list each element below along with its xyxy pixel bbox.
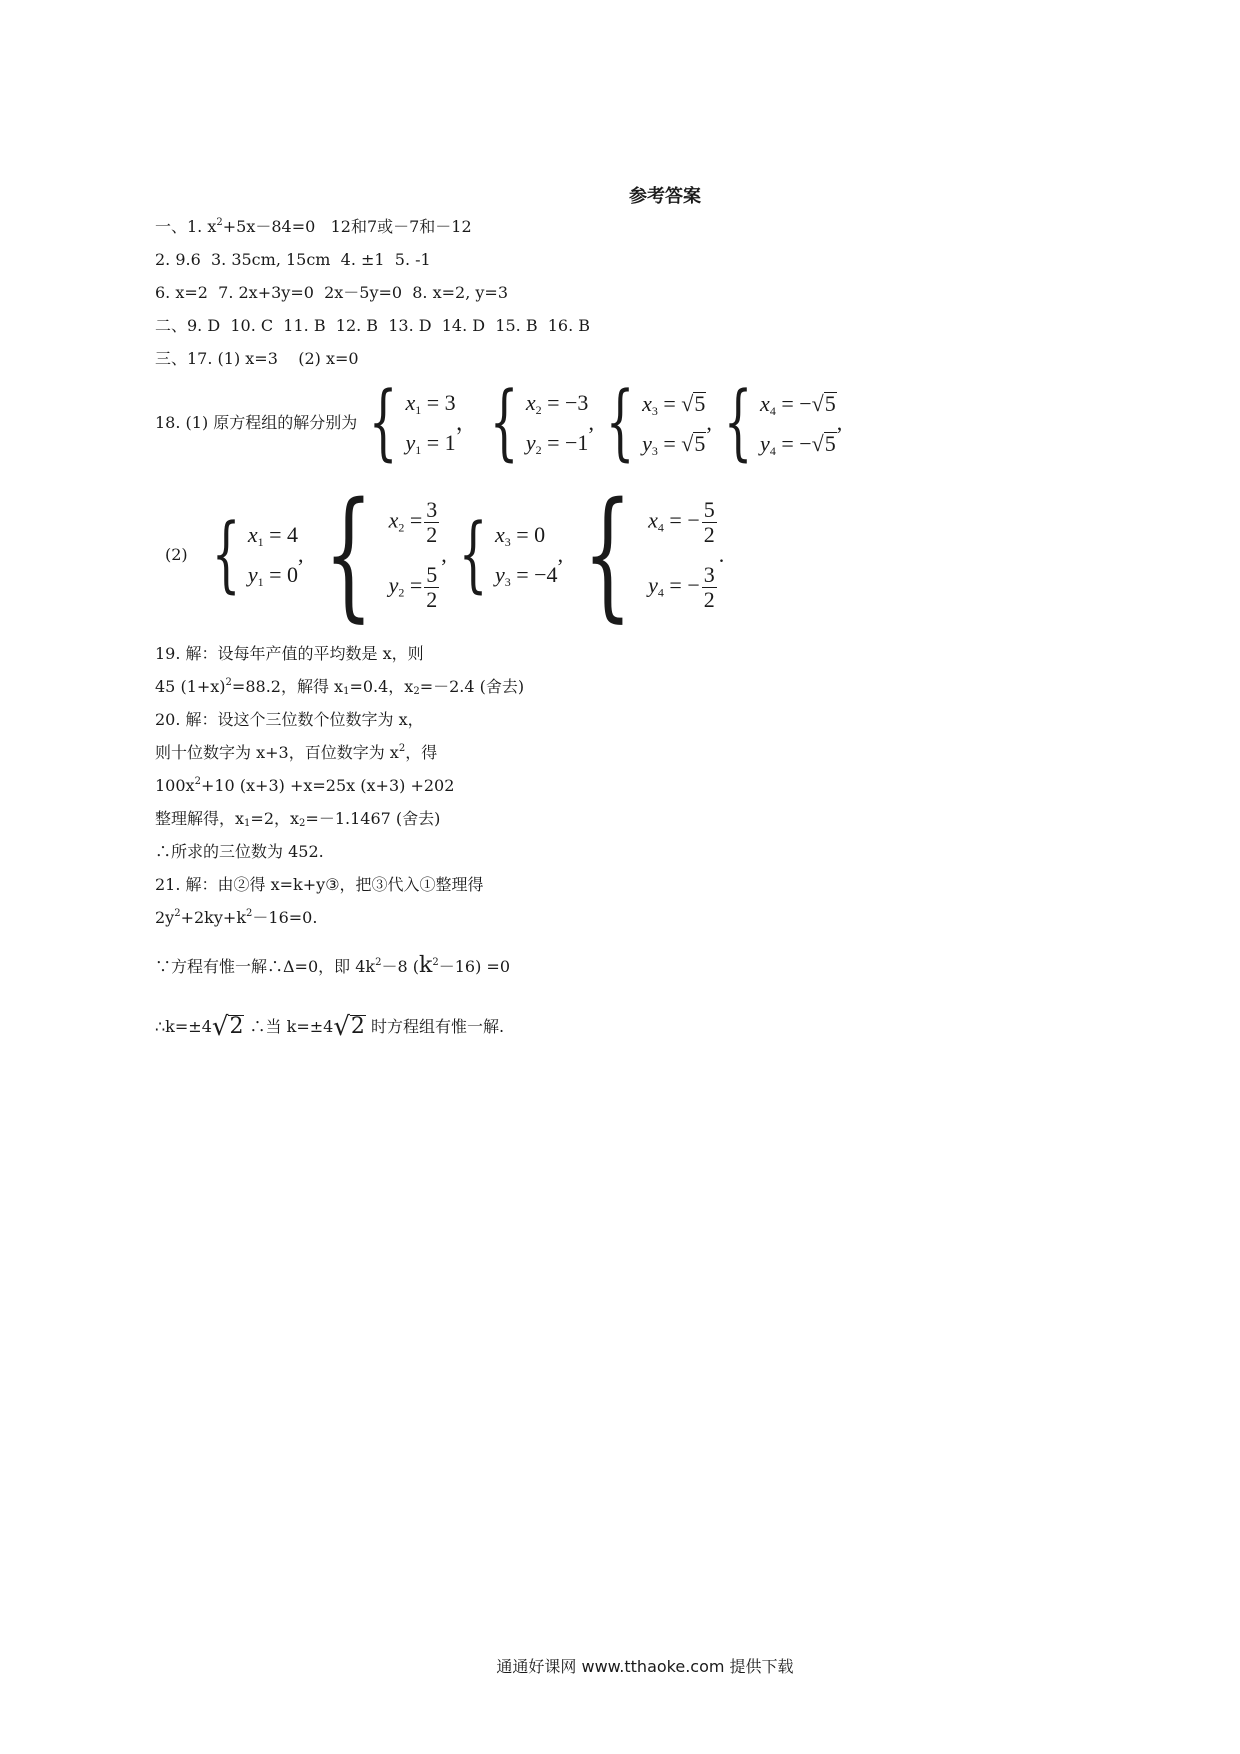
q20-line-1: 20. 解：设这个三位数个位数字为 x， xyxy=(155,710,424,729)
sqrt-symbol: √ 5 xyxy=(681,390,706,416)
sqrt-symbol: √ 2 xyxy=(333,1012,365,1042)
answer-line-5: 三、17. (1) x=3 (2) x=0 xyxy=(155,349,359,368)
separator: , xyxy=(557,542,564,567)
equation-system: { $x_4$ = − $\frac{5}{2}$ $y_4$ = − $\frac{3}{2}$ xyxy=(583,473,715,636)
fraction: $\frac{3}{2}$ xyxy=(426,496,438,547)
exponent: 2 xyxy=(216,217,223,228)
fraction: $\frac{5}{2}$ xyxy=(703,496,715,547)
q21-line-2: $2y^2+2ky+k^2-16=0$. xyxy=(155,908,318,927)
answer-line-3: 6. x=2 7. 2x+3y=0 2x－5y=0 8. x=2, y=3 xyxy=(155,283,509,302)
q18-part1 xyxy=(155,375,843,470)
sqrt-symbol: √ 5 xyxy=(811,430,836,456)
equation-system: { $x_2$ = $\frac{3}{2}$ $y_2$ = $\frac{5}{2}$ xyxy=(323,473,438,636)
end-period: . xyxy=(718,542,725,567)
equation-system: { $x_1 = 3$ $y_1 = 1$ xyxy=(369,375,456,470)
page-title: 参考答案 xyxy=(629,186,701,207)
separator: , xyxy=(298,542,304,567)
equation-system: { $x_1 = 4$ $y_1 = 0$ xyxy=(211,507,299,602)
q21-line-3: ∵方程有惟一解∴Δ=0，即 $4k^2-8$ $(k^2-16) =0$ xyxy=(155,953,510,978)
sqrt-symbol: √ 5 xyxy=(681,430,706,456)
answer-line-2: 2. 9.6 3. 35cm, 15cm 4. ±1 5. -1 xyxy=(155,250,431,269)
equation-system: { $x_3 = 0$ $y_3 = -4$ xyxy=(458,507,558,602)
sqrt-symbol: √ 5 xyxy=(811,390,836,416)
q19-line-2: 45 $(1+x)^2=88.2$，解得 $x_1=0.4$，$x_2=-2.4$ (舍去) xyxy=(155,677,525,697)
separator: ， xyxy=(455,410,478,435)
answer-line-1 xyxy=(155,216,472,238)
q20-line-2: 则十位数字为 x+3，百位数字为 $x^2$，得 xyxy=(155,743,438,762)
fraction: $\frac{3}{2}$ xyxy=(703,561,715,612)
equation-system: { $x_4$ = − √ 5 $y_4$ = − √ 5 xyxy=(723,375,836,470)
q21-line-1: 21. 解：由②得 x=k+y③，把③代入①整理得 xyxy=(155,875,484,894)
q18-part2 xyxy=(165,473,725,636)
answer-text: +5x－84=0 12和7或－7和－12 xyxy=(222,217,472,236)
separator: , xyxy=(836,410,843,435)
q20-line-5: ∴所求的三位数为 452. xyxy=(155,842,324,861)
separator: , xyxy=(588,410,594,435)
answer-line-4: 二、9. D 10. C 11. B 12. B 13. D 14. D 15. B 16. B xyxy=(155,316,591,335)
answer-text: 一、1. x xyxy=(155,217,217,236)
q18-part2-label: (2) xyxy=(165,545,188,564)
q19-line-1: 19. 解：设每年产值的平均数是 x，则 xyxy=(155,644,424,663)
q21-line-4: ∴k=±4 √ 2 ∴当 k=±4 √ 2 时方程组有惟一解. xyxy=(155,1012,505,1042)
equation-system: { $x_3$ = √ 5 $y_3$ = √ 5 xyxy=(605,375,706,470)
separator: , xyxy=(441,542,447,567)
fraction: $\frac{5}{2}$ xyxy=(426,561,438,612)
q18-part1-label: 18. (1) 原方程组的解分别为 xyxy=(155,413,358,432)
equation-system: { $x_2 = -3$ $y_2 = -1$ xyxy=(489,375,589,470)
separator: , xyxy=(706,410,712,435)
footer-text: 通通好课网 www.tthaoke.com 提供下载 xyxy=(496,1657,794,1676)
sqrt-symbol: √ 2 xyxy=(211,1012,244,1042)
q20-line-3: $100x^2+10$ (x+3) +x=25x (x+3) +202 xyxy=(155,776,455,795)
q20-line-4: 整理解得，$x_1=2$，$x_2=-1.1467$ (舍去) xyxy=(155,809,441,829)
